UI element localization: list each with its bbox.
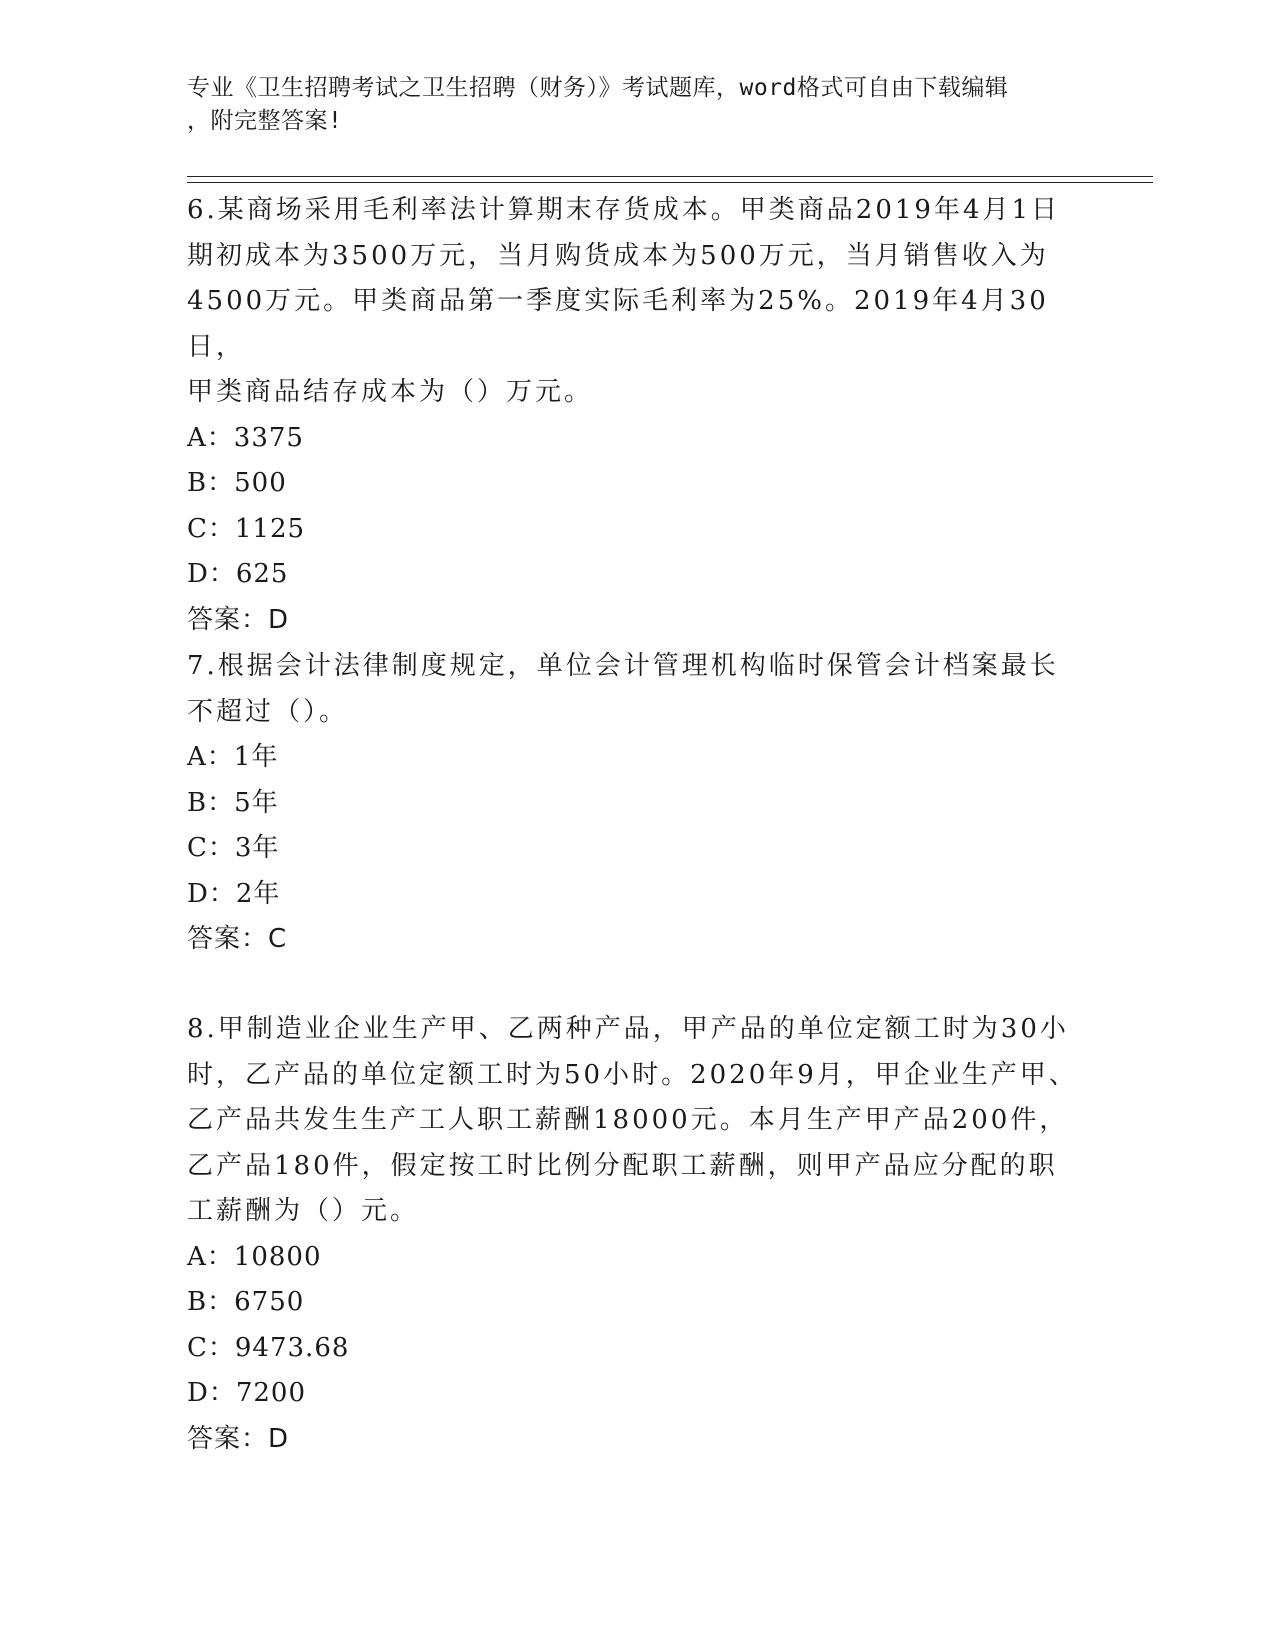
option-c: C：1125: [187, 513, 306, 544]
answer: 答案：D: [187, 604, 290, 635]
header-line-2: ，附完整答案!: [187, 108, 343, 134]
option-d: D：2年: [187, 878, 281, 909]
option-c: C：9473.68: [187, 1332, 350, 1363]
question-line: 工薪酬为（）元。: [187, 1196, 420, 1226]
question-line: 乙产品180件，假定按工时比例分配职工薪酬，则甲产品应分配的职: [187, 1150, 1058, 1181]
option-c: C：3年: [187, 833, 280, 863]
question-line: 乙产品共发生生产工人职工薪酬18000元。本月生产甲产品200件，: [187, 1105, 1069, 1135]
option-a: A：10800: [187, 1241, 322, 1272]
question-line: 4500万元。甲类商品第一季度实际毛利率为25%。2019年4月30日，: [187, 286, 1049, 362]
question-line: 不超过（）。: [187, 696, 349, 727]
option-d: D：7200: [187, 1378, 307, 1408]
option-b: B：500: [187, 468, 287, 498]
option-b: B：5年: [187, 787, 279, 818]
header-divider-top: [187, 176, 1153, 177]
question-line: 甲类商品结存成本为（）万元。: [187, 377, 594, 407]
question-line: 7.根据会计法律制度规定，单位会计管理机构临时保管会计档案最长: [187, 651, 1059, 681]
answer: 答案：C: [187, 924, 288, 954]
answer: 答案：D: [187, 1423, 290, 1454]
question-line: 时，乙产品的单位定额工时为50小时。2020年9月，甲企业生产甲、: [187, 1059, 1078, 1090]
question-line: 6.某商场采用毛利率法计算期末存货成本。甲类商品2019年4月1日: [187, 195, 1061, 225]
header-divider-bottom: [187, 182, 1153, 183]
document-header: [187, 72, 1087, 138]
question-6: [187, 188, 1087, 643]
question-7: [187, 644, 1087, 963]
question-line: 期初成本为3500万元，当月购货成本为500万元，当月销售收入为: [187, 240, 1049, 271]
option-d: D：625: [187, 559, 289, 589]
header-line-1: 专业《卫生招聘考试之卫生招聘（财务）》考试题库，word格式可自由下载编辑: [187, 75, 1009, 101]
question-8: [187, 1007, 1087, 1462]
option-a: A：1年: [187, 742, 279, 772]
option-a: A：3375: [187, 422, 304, 453]
question-line: 8.甲制造业企业生产甲、乙两种产品，甲产品的单位定额工时为30小: [187, 1014, 1069, 1044]
option-b: B：6750: [187, 1287, 305, 1317]
